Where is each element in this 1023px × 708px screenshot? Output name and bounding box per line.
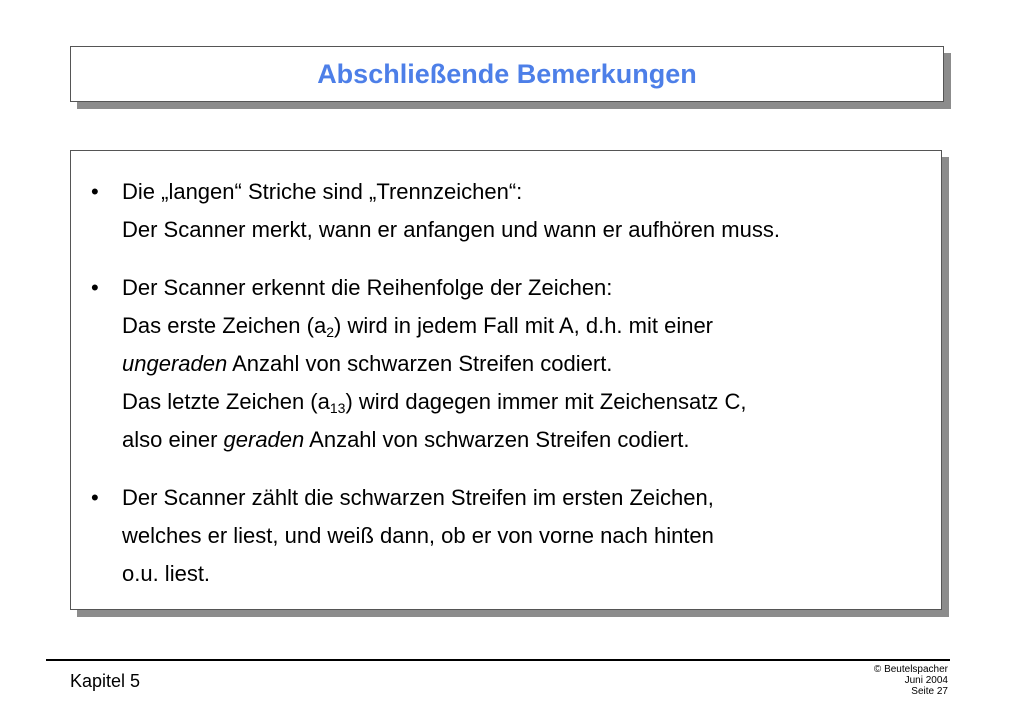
bullet-line: Das letzte Zeichen $(a_{13})$ wird dagegen immer mit Zeichensatz C, bbox=[122, 389, 747, 416]
footer-divider bbox=[46, 659, 950, 661]
page-number: Seite 27 bbox=[911, 686, 948, 697]
title-box bbox=[70, 46, 944, 102]
date-text: Juni 2004 bbox=[904, 675, 948, 686]
bullet-item bbox=[91, 269, 921, 459]
subscript: 2 bbox=[326, 324, 334, 340]
bullet-list bbox=[91, 173, 921, 613]
bullet-item bbox=[91, 173, 921, 249]
bullet-line: ungeraden Anzahl von schwarzen Streifen codiert. bbox=[122, 351, 613, 376]
footer-info bbox=[874, 664, 948, 697]
copyright-text: © Beutelspacher bbox=[873, 664, 948, 675]
bullet-line: Der Scanner erkennt die Reihenfolge der Zeichen: bbox=[122, 275, 613, 300]
bullet-line: Der Scanner merkt, wann er anfangen und wann er aufhören muss. bbox=[122, 217, 780, 242]
emphasis-text: geraden bbox=[223, 427, 305, 452]
bullet-marker: • bbox=[91, 179, 99, 204]
bullet-marker: • bbox=[91, 485, 99, 510]
content-box bbox=[70, 150, 942, 610]
bullet-item bbox=[91, 479, 921, 593]
emphasis-text: ungeraden bbox=[122, 351, 228, 376]
subscript: 13 bbox=[329, 400, 346, 416]
bullet-line: Das erste Zeichen $(a_2)$ wird in jedem Fall mit A, d.h. mit einer bbox=[122, 313, 714, 340]
bullet-line: o.u. liest. bbox=[122, 561, 211, 586]
bullet-line: also einer geraden Anzahl von schwarzen Streifen codiert. bbox=[122, 427, 690, 452]
bullet-line: Die „langen“ Striche sind „Trennzeichen“: bbox=[122, 179, 523, 204]
slide-title: Abschließende Bemerkungen bbox=[317, 58, 697, 89]
chapter-label: Kapitel 5 bbox=[70, 671, 141, 691]
bullet-marker: • bbox=[91, 275, 99, 300]
bullet-line: welches er liest, und weiß dann, ob er von vorne nach hinten bbox=[122, 523, 714, 548]
bullet-line: Der Scanner zählt die schwarzen Streifen im ersten Zeichen, bbox=[122, 485, 714, 510]
